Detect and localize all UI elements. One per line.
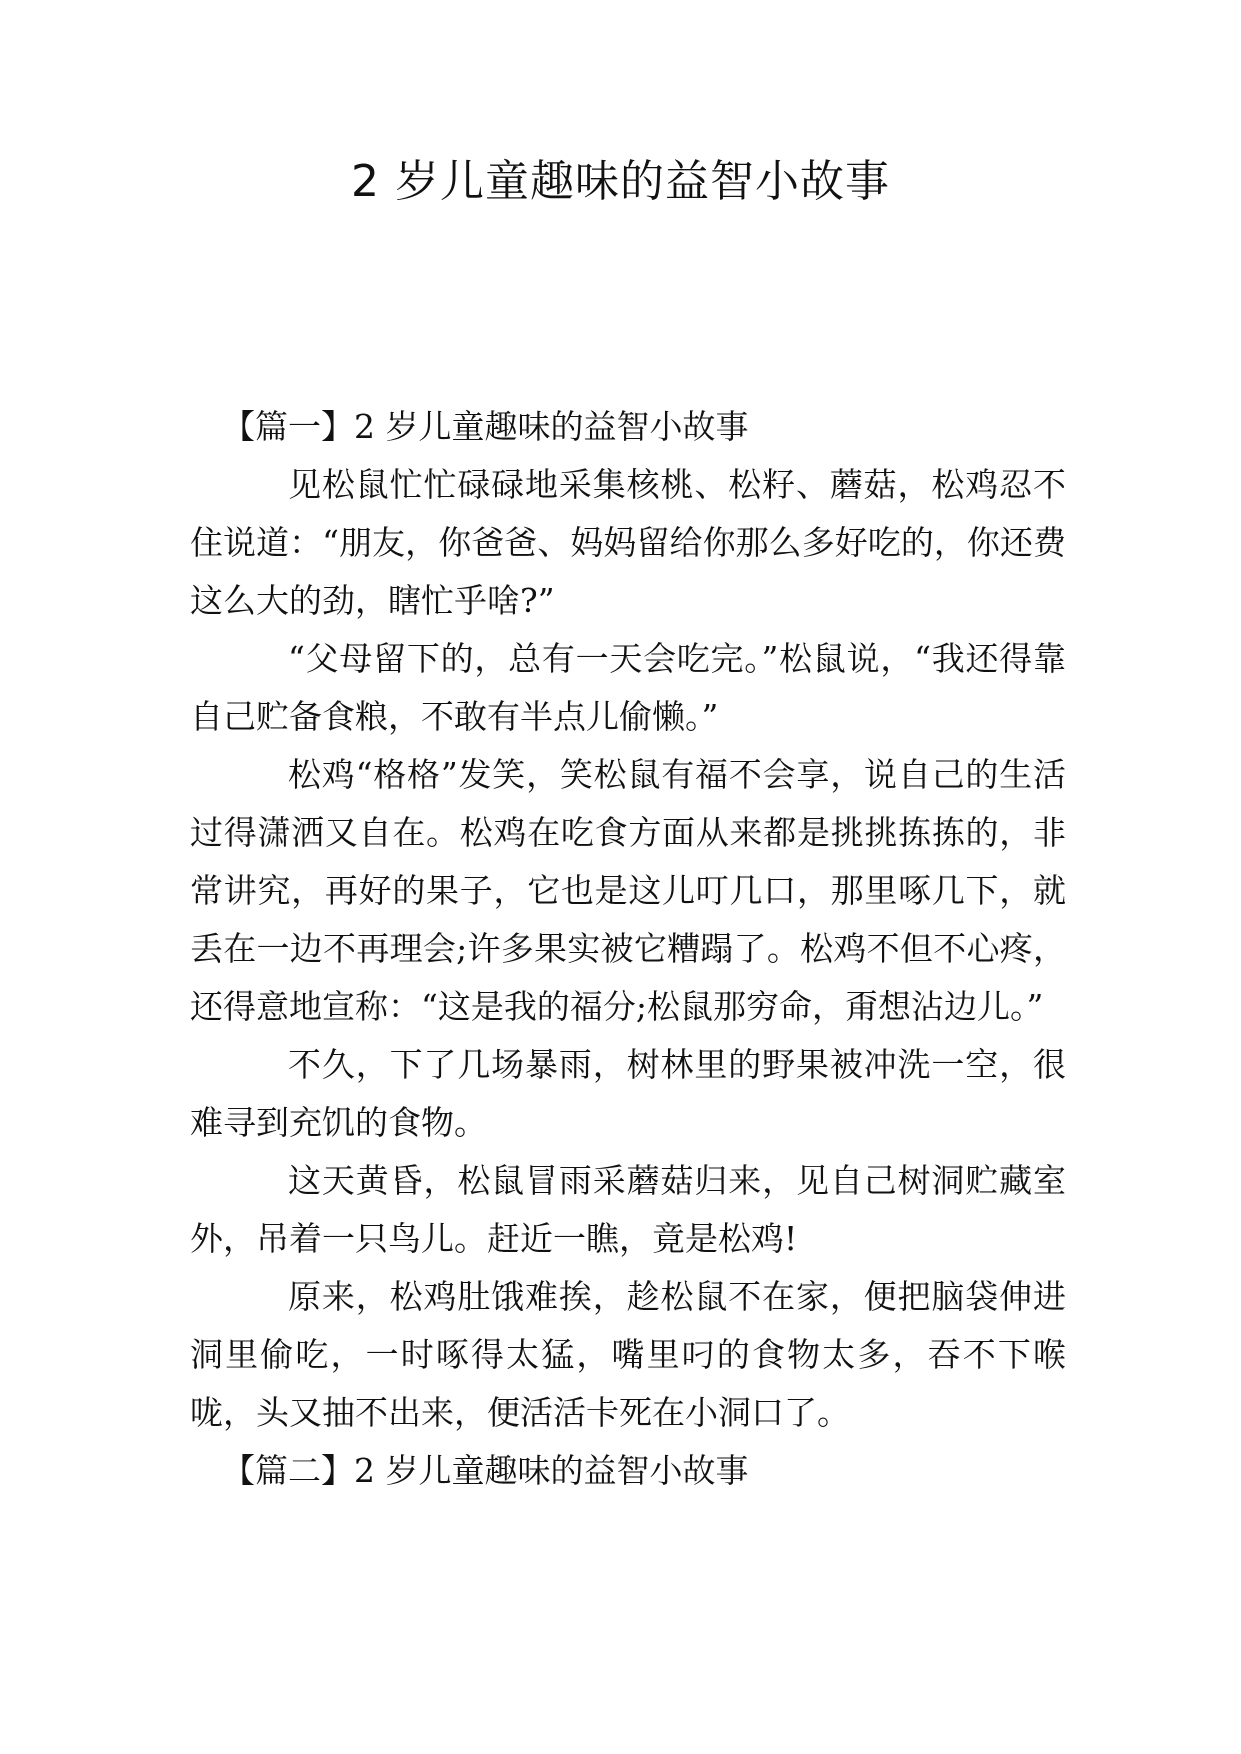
paragraph: 见松鼠忙忙碌碌地采集核桃、松籽、蘑菇，松鸡忍不住说道：“朋友，你爸爸、妈妈留给你那么多好吃的，你还费这么大的劲，瞎忙乎啥?” [190, 465, 1066, 620]
paragraph: 这天黄昏，松鼠冒雨采蘑菇归来，见自己树洞贮藏室外，吊着一只鸟儿。赶近一瞧，竟是松鸡! [190, 1161, 1066, 1258]
paragraph: 不久，下了几场暴雨，树林里的野果被冲洗一空，很难寻到充饥的食物。 [190, 1045, 1066, 1142]
paragraph: 松鸡“格格”发笑，笑松鼠有福不会享，说自己的生活过得潇洒又自在。松鸡在吃食方面从来都是挑挑拣拣的，非常讲究，再好的果子，它也是这儿叮几口，那里啄几下，就丢在一边不再理会;许多果实被它糟蹋了。松鸡不但不心疼，还得意地宣称：“这是我的福分;松鼠那穷命，甭想沾边儿。” [190, 755, 1066, 1026]
paragraph: “父母留下的，总有一天会吃完。”松鼠说，“我还得靠自己贮备食粮，不敢有半点儿偷懒。” [190, 639, 1066, 736]
paragraph: 原来，松鸡肚饿难挨，趁松鼠不在家，便把脑袋伸进洞里偷吃，一时啄得太猛，嘴里叼的食物太多，吞不下喉咙，头又抽不出来，便活活卡死在小洞口了。 [190, 1277, 1066, 1432]
section-heading-2: 【篇二】2 岁儿童趣味的益智小故事 [222, 1451, 749, 1490]
document-body [190, 398, 1066, 1500]
section-heading-1: 【篇一】2 岁儿童趣味的益智小故事 [222, 407, 749, 446]
document-title: 2 岁儿童趣味的益智小故事 [351, 156, 890, 207]
